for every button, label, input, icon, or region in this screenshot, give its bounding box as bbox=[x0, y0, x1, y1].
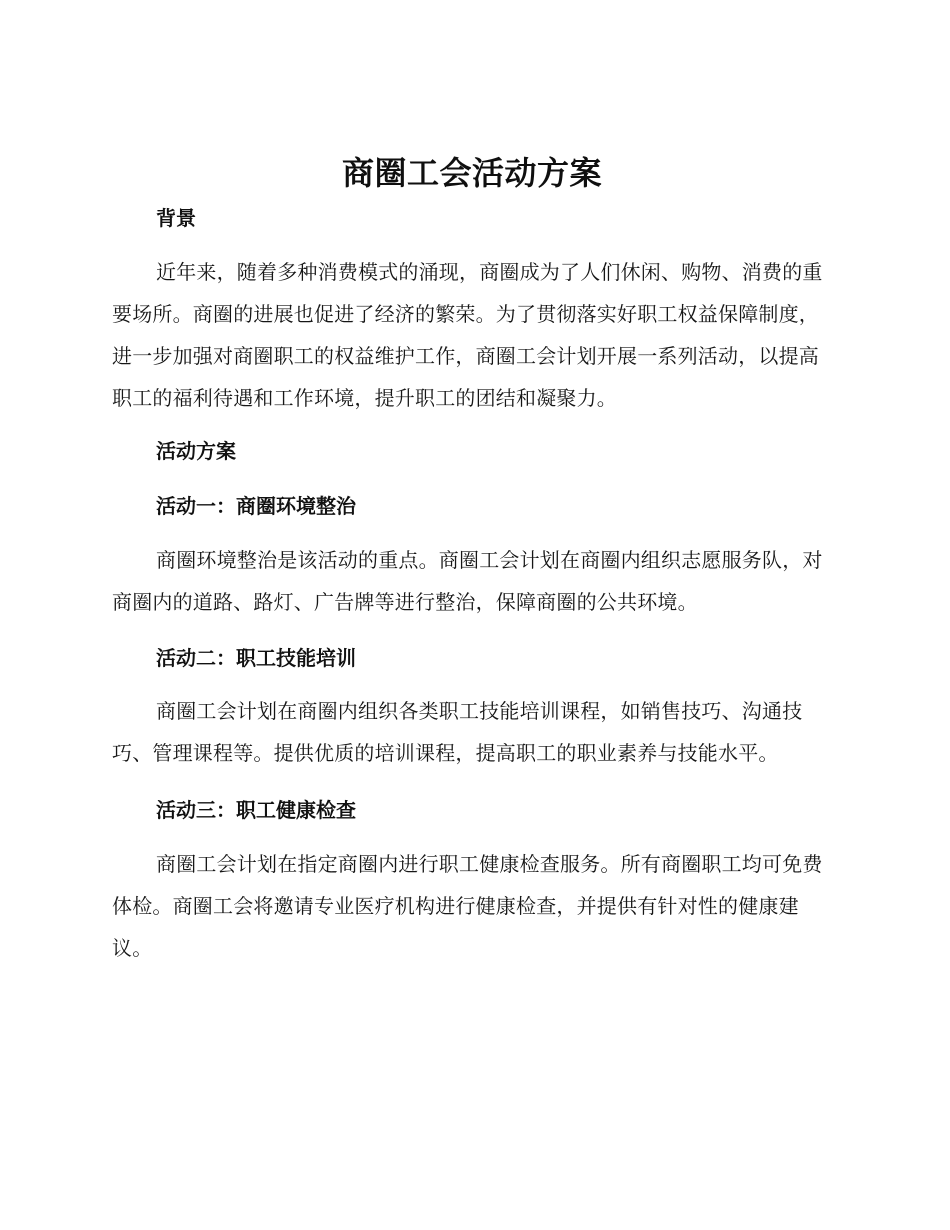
activity-two-heading: 活动二：职工技能培训 bbox=[156, 646, 356, 670]
page-title: 商圈工会活动方案 bbox=[341, 154, 602, 192]
activity-one-paragraph: 商圈环境整治是该活动的重点。商圈工会计划在商圈内组织志愿服务队，对商圈内的道路、路灯、广告牌等进行整治，保障商圈的公共环境。 bbox=[112, 548, 823, 614]
background-paragraph: 近年来，随着多种消费模式的涌现，商圈成为了人们休闲、购物、消费的重要场所。商圈的进展也促进了经济的繁荣。为了贯彻落实好职工权益保障制度，进一步加强对商圈职工的权益维护工作，商圈工会计划开展一系列活动，以提高职工的福利待遇和工作环境，提升职工的团结和凝聚力。 bbox=[112, 260, 823, 410]
activity-three-paragraph: 商圈工会计划在指定商圈内进行职工健康检查服务。所有商圈职工均可免费体检。商圈工会将邀请专业医疗机构进行健康检查，并提供有针对性的健康建议。 bbox=[112, 852, 823, 960]
document-content bbox=[112, 150, 832, 969]
section-heading-activity-plan: 活动方案 bbox=[156, 439, 236, 463]
section-heading-background: 背景 bbox=[156, 206, 196, 230]
activity-two-paragraph: 商圈工会计划在商圈内组织各类职工技能培训课程，如销售技巧、沟通技巧、管理课程等。提供优质的培训课程，提高职工的职业素养与技能水平。 bbox=[112, 699, 803, 765]
activity-one-heading: 活动一：商圈环境整治 bbox=[156, 494, 356, 518]
activity-three-heading: 活动三：职工健康检查 bbox=[156, 798, 356, 822]
